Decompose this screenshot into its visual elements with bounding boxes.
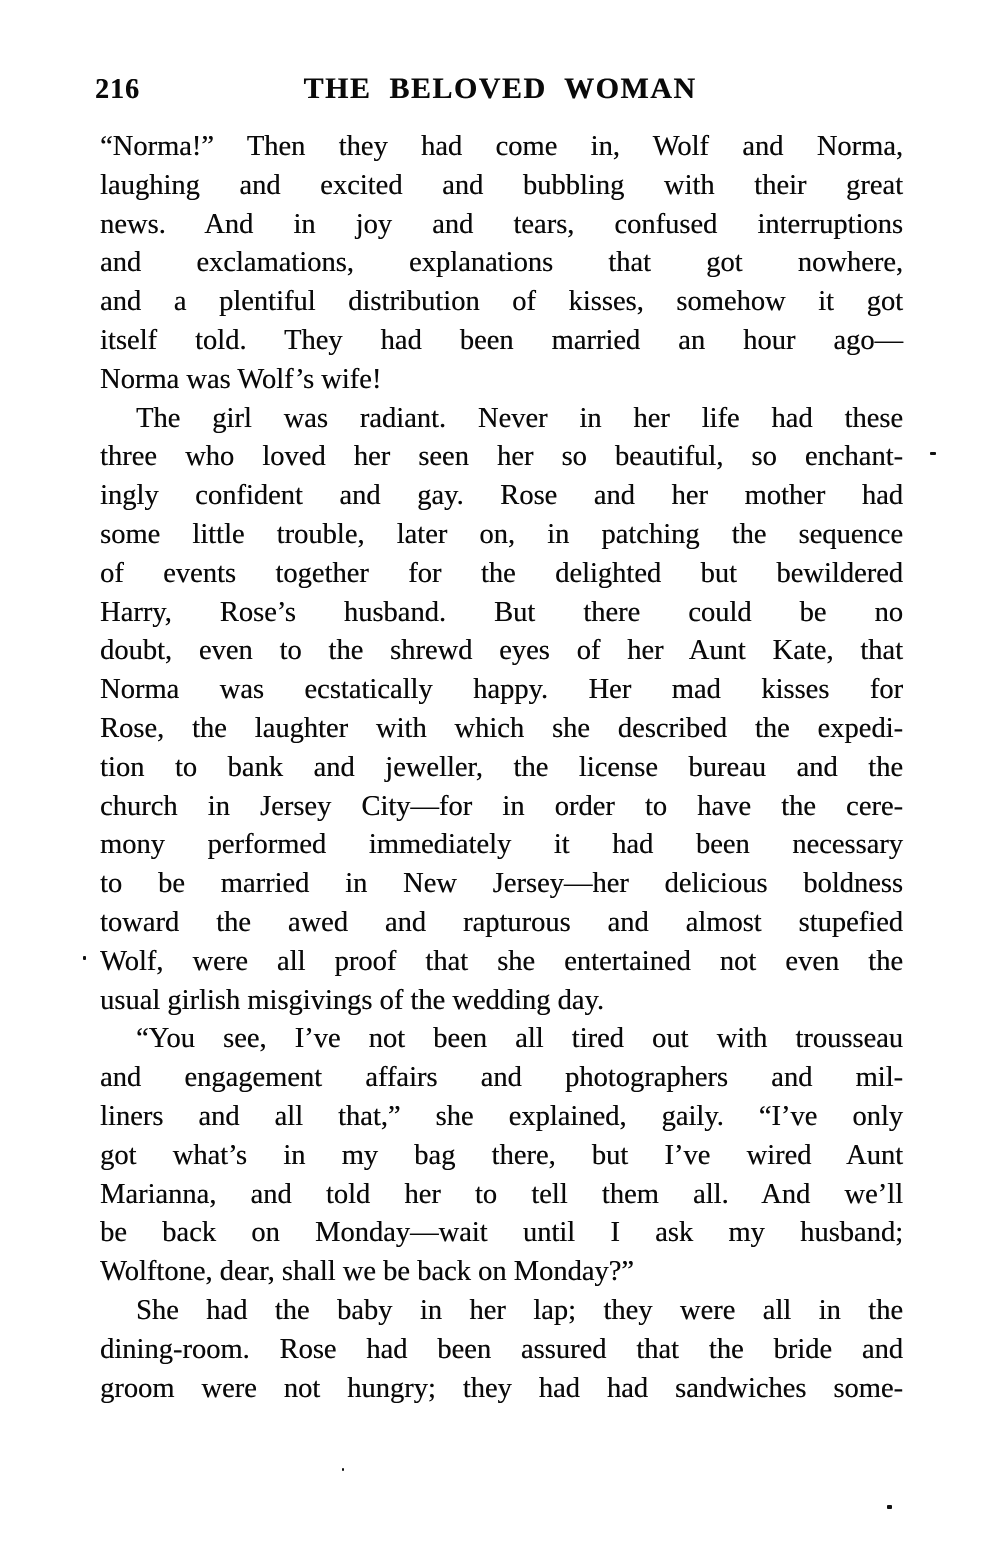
page-number: 216 [95, 74, 140, 105]
page-header [0, 72, 1000, 112]
text-line: Norma was ecstatically happy. Her mad kisses for [100, 674, 903, 706]
text-line: doubt, even to the shrewd eyes of her Aunt Kate, that [100, 635, 903, 667]
text-line: liners and all that,” she explained, gaily. “I’ve only [100, 1100, 903, 1132]
ink-speck [887, 1505, 892, 1509]
text-line: tion to bank and jeweller, the license bureau and the [100, 751, 903, 783]
text-line: Rose, the laughter with which she described the expedi- [100, 712, 903, 744]
text-line: Wolftone, dear, shall we be back on Monday?” [100, 1256, 634, 1288]
text-line: news. And in joy and tears, confused interruptions [100, 208, 903, 240]
text-line: itself told. They had been married an hour ago— [100, 324, 903, 356]
text-line: “You see, I’ve not been all tired out with trousseau [136, 1023, 903, 1055]
text-line: toward the awed and rapturous and almost stupefied [100, 906, 903, 938]
text-line: ingly confident and gay. Rose and her mother had [100, 480, 903, 512]
text-line: mony performed immediately it had been necessary [100, 829, 903, 861]
text-line: usual girlish misgivings of the wedding day. [100, 984, 604, 1016]
text-line: Wolf, were all proof that she entertained not even the [100, 945, 903, 977]
text-line: Marianna, and told her to tell them all. And we’ll [100, 1178, 903, 1210]
text-line: groom were not hungry; they had had sandwiches some- [100, 1372, 903, 1404]
text-line: three who loved her seen her so beautiful, so enchant- [100, 441, 903, 473]
ink-speck [930, 452, 936, 455]
page-title: THE BELOVED WOMAN [303, 72, 697, 105]
ink-speck [83, 956, 86, 960]
text-line: and exclamations, explanations that got nowhere, [100, 247, 903, 279]
text-line: to be married in New Jersey—her delicious boldness [100, 868, 903, 900]
text-line: got what’s in my bag there, but I’ve wired Aunt [100, 1139, 903, 1171]
ink-speck [342, 1468, 344, 1471]
text-line: be back on Monday—wait until I ask my husband; [100, 1217, 903, 1249]
text-line: some little trouble, later on, in patching the sequence [100, 518, 903, 550]
text-line: “Norma!” Then they had come in, Wolf and Norma, [100, 131, 903, 162]
text-line: dining-room. Rose had been assured that the bride and [100, 1333, 903, 1365]
text-line: and a plentiful distribution of kisses, somehow it got [100, 286, 903, 318]
text-line: laughing and excited and bubbling with their great [100, 169, 903, 201]
text-line: The girl was radiant. Never in her life had these [136, 402, 903, 434]
text-line: Norma was Wolf’s wife! [100, 363, 382, 395]
text-line: church in Jersey City—for in order to have the cere- [100, 790, 903, 822]
text-line: of events together for the delighted but bewildered [100, 557, 903, 589]
text-line: She had the baby in her lap; they were all in the [136, 1294, 903, 1326]
text-line: and engagement affairs and photographers and mil- [100, 1062, 903, 1094]
page-body [100, 128, 903, 1408]
text-line: Harry, Rose’s husband. But there could be no [100, 596, 903, 628]
